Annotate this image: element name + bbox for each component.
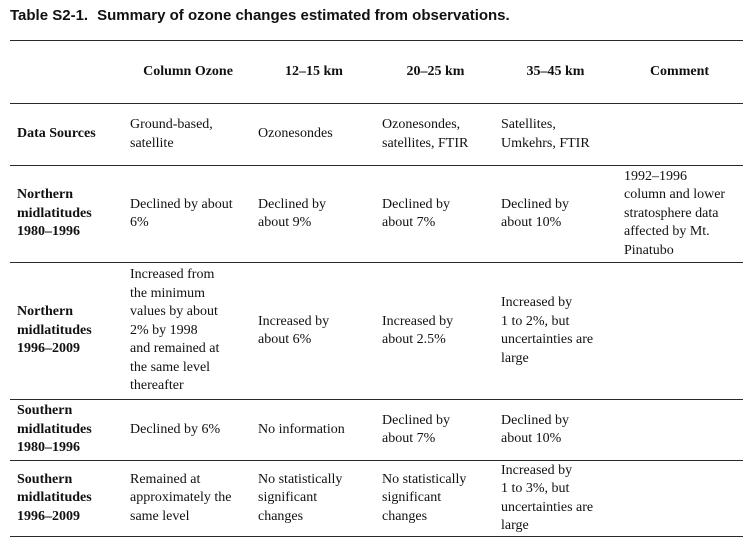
table-cell: Ground-based, satellite (130, 117, 213, 151)
table-cell: Increased by about 2.5% (382, 313, 454, 347)
column-header-column-ozone: Column Ozone (143, 63, 233, 79)
table-row (10, 166, 743, 263)
row-header: Northern midlatitudes 1996–2009 (17, 304, 92, 357)
table-cell (616, 104, 743, 166)
table-caption (10, 5, 510, 27)
column-header-empty (10, 41, 124, 104)
table-cell: Increased by 1 to 2%, but uncertainties are large (501, 295, 594, 366)
table-cell: No statistically significant changes (382, 471, 467, 524)
table-cell (616, 263, 743, 400)
column-header-12-15km: 12–15 km (285, 63, 343, 79)
column-header-comment: Comment (649, 63, 710, 79)
table-cell: Declined by 6% (130, 421, 221, 437)
table-cell: Ozonesondes, satellites, FTIR (382, 117, 469, 151)
row-header: Southern midlatitudes 1996–2009 (17, 471, 92, 524)
table-cell: Ozonesondes (258, 126, 333, 142)
table-cell: Increased by about 6% (258, 313, 330, 347)
column-header-20-25km: 20–25 km (406, 63, 465, 79)
column-header-35-45km: 35–45 km (526, 63, 585, 79)
table-cell: Satellites, Umkehrs, FTIR (501, 117, 590, 151)
table-cell: Declined by about 9% (258, 196, 327, 230)
table-cell (616, 461, 743, 537)
ozone-summary-table (10, 40, 743, 537)
table-cell: Declined by about 6% (130, 196, 233, 230)
table-row (10, 461, 743, 537)
table-row (10, 400, 743, 461)
table-header-row (10, 41, 743, 104)
table-number: Table S2-1. (10, 7, 89, 24)
table-cell: No information (258, 421, 345, 437)
table-cell: Increased from the minimum values by about 2% by 1998 and remained at the same level thereafter (130, 267, 220, 394)
table-cell: Declined by about 10% (501, 412, 570, 446)
table-row (10, 104, 743, 166)
table-cell: Declined by about 10% (501, 196, 570, 230)
table-cell: No statistically significant changes (258, 471, 343, 524)
table-cell: Declined by about 7% (382, 412, 451, 446)
row-header: Data Sources (17, 126, 96, 142)
table-cell: Remained at approximately the same level (130, 471, 232, 524)
table-cell: Declined by about 7% (382, 196, 451, 230)
table-cell (616, 400, 743, 461)
table-title: Summary of ozone changes estimated from observations. (97, 7, 510, 24)
table-cell: 1992–1996 column and lower stratosphere data affected by Mt. Pinatubo (624, 168, 726, 258)
table-cell: Increased by 1 to 3%, but uncertainties are large (501, 462, 594, 533)
row-header: Northern midlatitudes 1980–1996 (17, 187, 92, 240)
row-header: Southern midlatitudes 1980–1996 (17, 403, 92, 456)
table-row (10, 263, 743, 400)
